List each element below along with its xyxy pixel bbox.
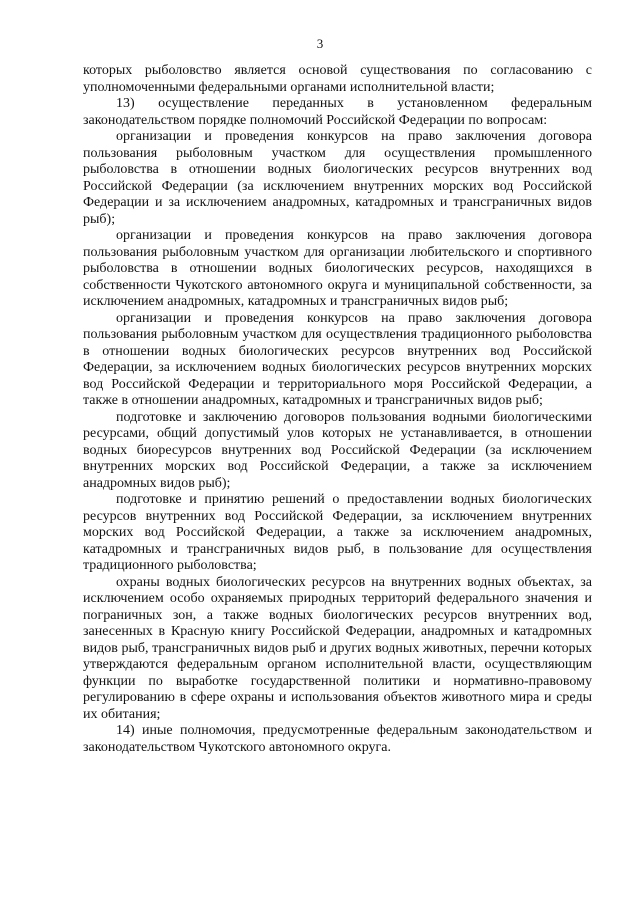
paragraph-traditional-fishing-contests: организации и проведения конкурсов на право заключения договора пользования рыболовным участком для осуществления традиционного рыболовства в отношении водных биологических ресурсов внутренних вод Российской Федерации, за исключением водных биологических ресурсов внутренних морских вод Российской Федерации и территориального моря Российской Федерации, а также в отношении анадромных, катадромных и трансграничных видов рыб; bbox=[83, 310, 592, 408]
page-number: 3 bbox=[316, 36, 324, 51]
paragraph-resource-provision-decisions: подготовке и принятию решений о предоставлении водных биологических ресурсов внутренних вод Российской Федерации, за исключением внутренних морских вод Российской Федерации, а также за исключением анадромных, катадромных и трансграничных видов рыб, в пользование для осуществления традиционного рыболовства; bbox=[83, 492, 592, 573]
paragraph-item-13: 13) осуществление переданных в установленном федеральным законодательством порядке полномочий Российской Федерации по вопросам: bbox=[83, 96, 592, 128]
paragraph-water-resources-contracts: подготовке и заключению договоров пользования водными биологическими ресурсами, общий допустимый улов которых не устанавливается, в отношении водных биоресурсов внутренних вод Российской Федерации (за исключением внутренних морских вод Российской Федерации, а также за исключением анадромных видов рыб); bbox=[83, 409, 592, 491]
paragraph-amateur-fishing-contests: организации и проведения конкурсов на право заключения договора пользования рыболовным участком для организации любительского и спортивного рыболовства в отношении водных биологических ресурсов, находящихся в собственности Чукотского автономного округа и муниципальной собственности, за исключением анадромных, катадромных и трансграничных видов рыб; bbox=[83, 228, 592, 309]
paragraph-industrial-fishing-contests: организации и проведения конкурсов на право заключения договора пользования рыболовным участком для осуществления промышленного рыболовства в отношении водных биологических ресурсов внутренних вод Российской Федерации (за исключением внутренних морских вод Российской Федерации и за исключением анадромных, катадромных и трансграничных видов рыб); bbox=[83, 129, 592, 227]
paragraph-item-14: 14) иные полномочия, предусмотренные федеральным законодательством и законодательством Чукотского автономного округа. bbox=[83, 723, 592, 755]
paragraph-continuation: которых рыболовство является основой существования по согласованию с уполномоченными федеральными органами исполнительной власти; bbox=[83, 63, 592, 95]
paragraph-resource-protection: охраны водных биологических ресурсов на внутренних водных объектах, за исключением особо охраняемых природных территорий федерального значения и пограничных зон, а также водных биологических ресурсов внутренних вод, занесенных в Красную книгу Российской Федерации, анадромных и катадромных видов рыб, трансграничных видов рыб и других водных животных, перечни которых утверждаются федеральным органом исполнительной власти, осуществляющим функции по выработке государственной политики и нормативно-правовому регулированию в сфере охраны и использования объектов животного мира и среды их обитания; bbox=[83, 574, 592, 722]
document-body bbox=[83, 63, 592, 756]
